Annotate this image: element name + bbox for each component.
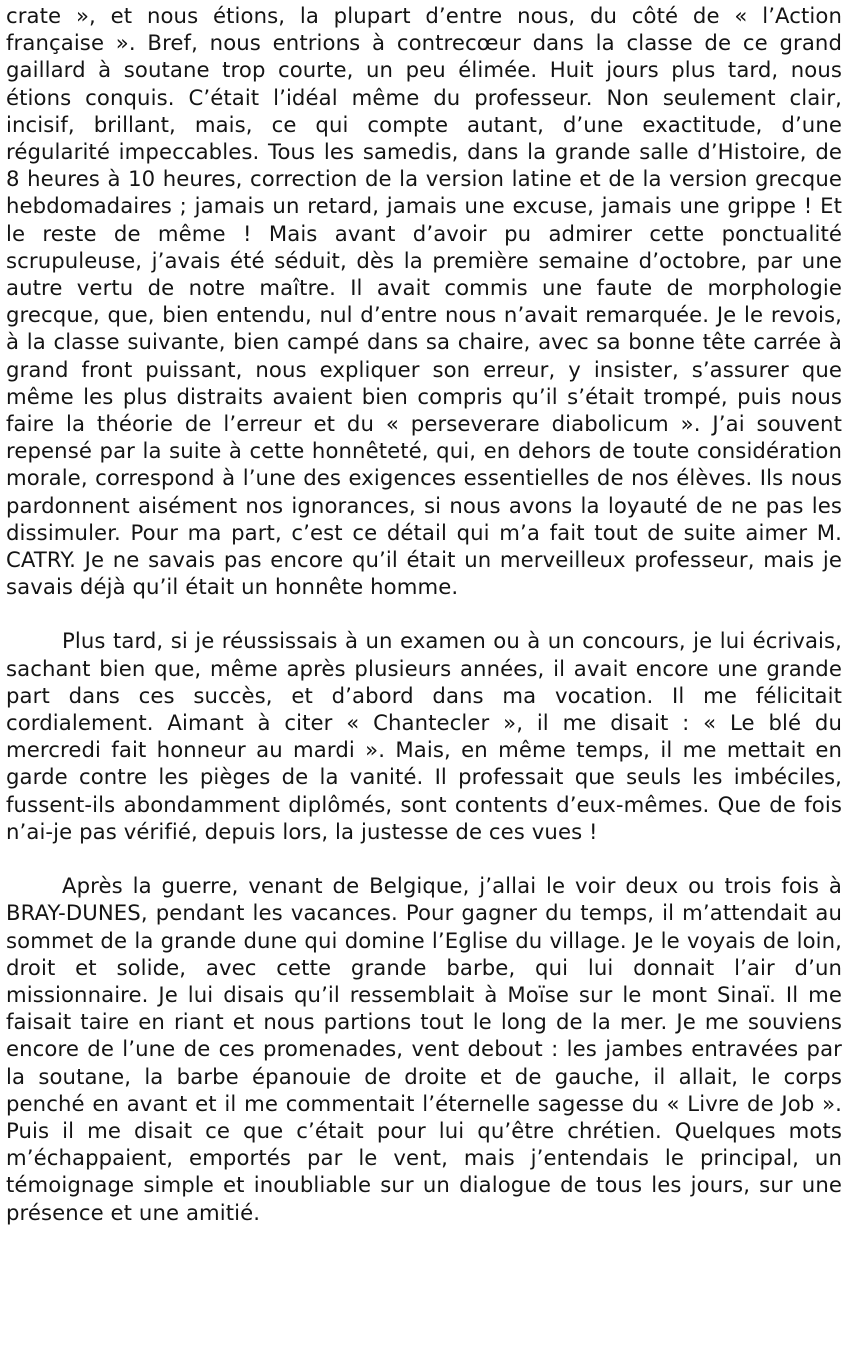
document-page <box>6 2 842 1368</box>
paragraph-catry-first-impression: crate », et nous étions, la plupart d’entre nous, du côté de « l’Action française ». Bref, nous entrions à contrecœur dans la classe de ce grand gaillard à soutane trop courte, un peu élimée. Huit jours plus tard, nous étions conquis. C’était l’idéal même du professeur. Non seulement clair, incisif, brillant, mais, ce qui compte autant, d’une exactitude, d’une régularité impeccables. Tous les samedis, dans la grande salle d’Histoire, de 8 heures à 10 heures, correction de la version latine et de la version grecque hebdomadaires ; jamais un retard, jamais une excuse, jamais une grippe ! Et le reste de même ! Mais avant d’avoir pu admirer cette ponctualité scrupuleuse, j’avais été séduit, dès la première semaine d’octobre, par une autre vertu de notre maître. Il avait commis une faute de morphologie grecque, que, bien entendu, nul d’entre nous n’avait remarquée. Je le revois, à la classe suivante, bien campé dans sa chaire, avec sa bonne tête carrée à grand front puissant, nous expliquer son erreur, y insister, s’assurer que même les plus distraits avaient bien compris qu’il s’était trompé, puis nous faire la théorie de l’erreur et du « perseverare diabolicum ». J’ai souvent repensé par la suite à cette honnêteté, qui, en dehors de toute considération morale, correspond à l’une des exigences essentielles de nos élèves. Ils nous pardonnent aisément nos ignorances, si nous avons la loyauté de ne pas les dissimuler. Pour ma part, c’est ce détail qui m’a fait tout de suite aimer M. CATRY. Je ne savais pas encore qu’il était un merveilleux professeur, mais je savais déjà qu’il était un honnête homme. <box>6 3 842 600</box>
paragraph-bray-dunes-walks: Après la guerre, venant de Belgique, j’allai le voir deux ou trois fois à BRAY-DUNES, pendant les vacances. Pour gagner du temps, il m’attendait au sommet de la grande dune qui domine l’Eglise du village. Je le voyais de loin, droit et solide, avec cette grande barbe, qui lui donnait l’air d’un missionnaire. Je lui disais qu’il ressemblait à Moïse sur le mont Sinaï. Il me faisait taire en riant et nous partions tout le long de la mer. Je me souviens encore de l’une de ces promenades, vent debout : les jambes entravées par la soutane, la barbe épanouie de droite et de gauche, il allait, le corps penché en avant et il me commentait l’éternelle sagesse du « Livre de Job ». Puis il me disait ce que c’était pour lui qu’être chrétien. Quelques mots m’échappaient, emportés par le vent, mais j’entendais le principal, un témoignage simple et inoubliable sur un dialogue de tous les jours, sur une présence et une amitié. <box>6 873 842 1225</box>
paragraph-later-successes: Plus tard, si je réussissais à un examen ou à un concours, je lui écrivais, sachant bien que, même après plusieurs années, il avait encore une grande part dans ces succès, et d’abord dans ma vocation. Il me félicitait cordialement. Aimant à citer « Chantecler », il me disait : « Le blé du mercredi fait honneur au mardi ». Mais, en même temps, il me mettait en garde contre les pièges de la vanité. Il professait que seuls les imbéciles, fussent-ils abondamment diplômés, sont contents d’eux-mêmes. Que de fois n’ai-je pas vérifié, depuis lors, la justesse de ces vues ! <box>6 628 842 844</box>
